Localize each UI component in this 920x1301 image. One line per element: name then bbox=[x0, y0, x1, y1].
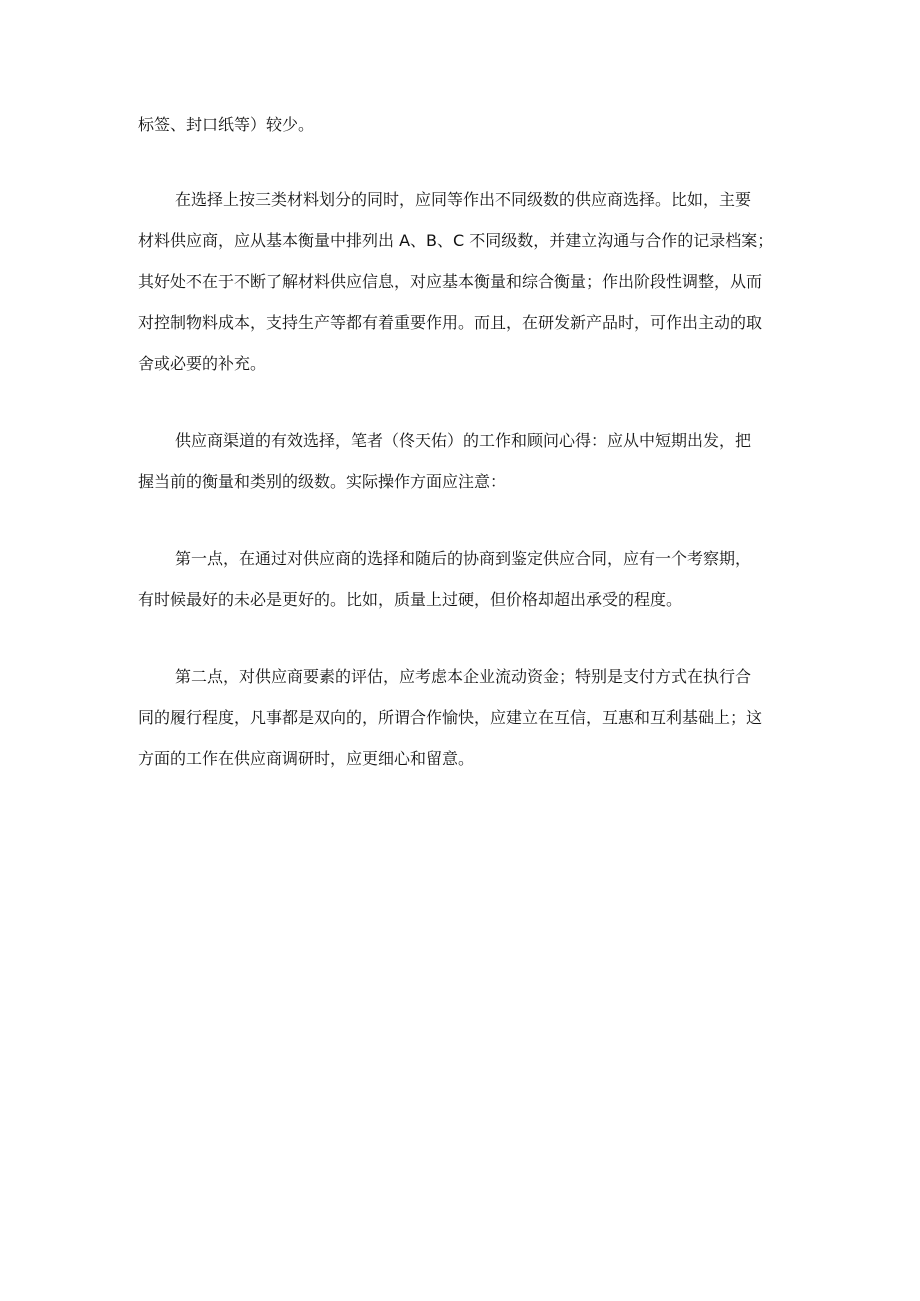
paragraph-line: 方面的工作在供应商调研时，应更细心和留意。 bbox=[138, 749, 475, 768]
paragraph-line: 第二点，对供应商要素的评估，应考虑本企业流动资金；特别是支付方式在执行合 bbox=[175, 667, 752, 686]
paragraph-line: 标签、封口纸等）较少。 bbox=[138, 115, 315, 134]
paragraph-line: 舍或必要的补充。 bbox=[138, 354, 267, 373]
paragraph-3 bbox=[138, 420, 786, 502]
document-body bbox=[138, 104, 786, 815]
paragraph-line: 其好处不在于不断了解材料供应信息，对应基本衡量和综合衡量；作出阶段性调整，从而 bbox=[138, 272, 763, 291]
paragraph-line: 同的履行程度，凡事都是双向的，所谓合作愉快，应建立在互信，互惠和互利基础上；这 bbox=[138, 708, 763, 727]
paragraph-2 bbox=[138, 179, 786, 384]
paragraph-4 bbox=[138, 538, 786, 620]
paragraph-line: 握当前的衡量和类别的级数。实际操作方面应注意： bbox=[138, 472, 507, 491]
paragraph-line: 供应商渠道的有效选择，笔者（佟天佑）的工作和顾问心得：应从中短期出发，把 bbox=[175, 431, 752, 450]
paragraph-line: 在选择上按三类材料划分的同时，应同等作出不同级数的供应商选择。比如，主要 bbox=[175, 190, 752, 209]
paragraph-line: 材料供应商，应从基本衡量中排列出 A、B、C 不同级数，并建立沟通与合作的记录档案； bbox=[138, 231, 774, 250]
paragraph-1 bbox=[138, 104, 786, 145]
paragraph-5 bbox=[138, 656, 786, 779]
paragraph-line: 第一点，在通过对供应商的选择和随后的协商到鉴定供应合同，应有一个考察期， bbox=[175, 549, 752, 568]
paragraph-line: 有时候最好的未必是更好的。比如，质量上过硬，但价格却超出承受的程度。 bbox=[138, 590, 683, 609]
paragraph-line: 对控制物料成本，支持生产等都有着重要作用。而且，在研发新产品时，可作出主动的取 bbox=[138, 313, 763, 332]
